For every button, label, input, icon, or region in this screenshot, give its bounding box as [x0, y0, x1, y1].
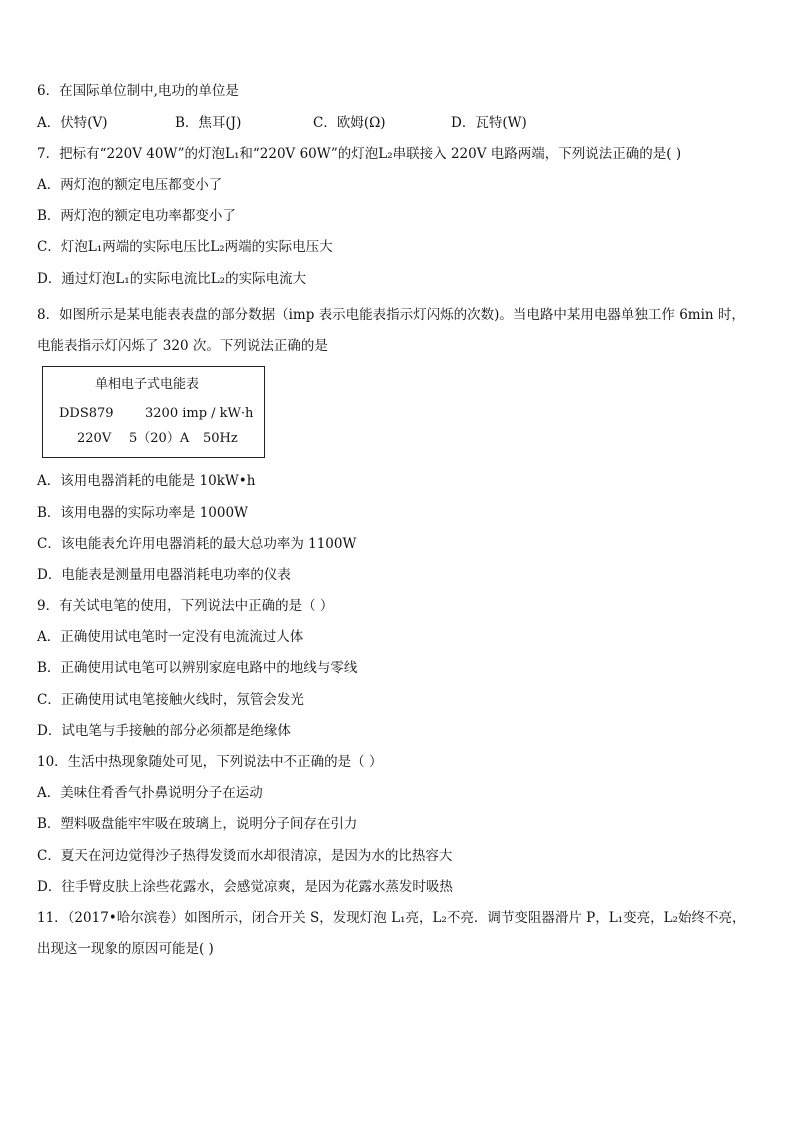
question-7-option-c: C．灯泡L₁两端的实际电压比L₂两端的实际电压大 — [37, 239, 333, 255]
question-10-option-c: C．夏天在河边觉得沙子热得发烫而水却很清凉，是因为水的比热容大 — [37, 848, 453, 864]
question-8-option-c: C．该电能表允许用电器消耗的最大总功率为 1100W — [37, 536, 357, 552]
meter-model: DDS879 — [59, 406, 114, 421]
question-8-option-d: D．电能表是测量用电器消耗电功率的仪表 — [37, 567, 291, 583]
meter-title: 单相电子式电能表 — [95, 377, 200, 392]
question-9-stem: 9．有关试电笔的使用，下列说法中正确的是（ ） — [37, 598, 334, 614]
meter-frequency: 50Hz — [203, 431, 238, 446]
question-6-stem: 6．在国际单位制中,电功的单位是 — [37, 83, 239, 99]
question-9-option-d: D．试电笔与手接触的部分必须都是绝缘体 — [37, 723, 291, 739]
question-9-option-c: C．正确使用试电笔接触火线时，氖管会发光 — [37, 692, 304, 708]
question-10-option-d: D．往手臂皮肤上涂些花露水，会感觉凉爽，是因为花露水蒸发时吸热 — [37, 879, 453, 895]
question-6-option-c: C．欧姆(Ω) — [313, 115, 386, 131]
question-6-option-a: A．伏特(V) — [37, 115, 108, 131]
question-9-option-a: A．正确使用试电笔时一定没有电流流过人体 — [37, 629, 304, 645]
question-11-stem-line-2: 出现这一现象的原因可能是( ) — [37, 941, 214, 957]
question-10-option-a: A．美味住肴香气扑鼻说明分子在运动 — [37, 785, 263, 801]
energy-meter-figure — [42, 366, 265, 458]
question-7-option-d: D．通过灯泡L₁的实际电流比L₂的实际电流大 — [37, 271, 307, 287]
question-7-option-b: B．两灯泡的额定电功率都变小了 — [37, 208, 236, 224]
question-7-stem: 7．把标有“220V 40W”的灯泡L₁和“220V 60W”的灯泡L₂串联接入 220V 电路两端，下列说法正确的是( ) — [37, 146, 682, 162]
question-8-option-b: B．该用电器的实际功率是 1000W — [37, 505, 248, 521]
meter-constant: 3200 imp / kW·h — [145, 406, 254, 421]
question-6-option-d: D．瓦特(W) — [451, 115, 527, 131]
question-6-option-b: B．焦耳(J) — [175, 115, 242, 131]
question-8-option-a: A．该用电器消耗的电能是 10kW•h — [37, 473, 256, 489]
question-10-stem: 10．生活中热现象随处可见，下列说法中不正确的是（ ） — [37, 754, 383, 770]
question-10-option-b: B．塑料吸盘能牢牢吸在玻璃上，说明分子间存在引力 — [37, 816, 358, 832]
question-8-stem-line-1: 8．如图所示是某电能表表盘的部分数据（imp 表示电能表指示灯闪烁的次数)。当电路中某用电器单独工作 6min 时， — [37, 307, 745, 323]
question-11-stem-line-1: 11．（2017•哈尔滨卷）如图所示，闭合开关 S，发现灯泡 L₁亮，L₂不亮．调节变阻器滑片 P，L₁变亮，L₂始终不亮， — [37, 910, 746, 926]
meter-current: 5（20）A — [129, 431, 190, 446]
question-6-options — [37, 113, 757, 133]
meter-voltage: 220V — [77, 431, 112, 446]
question-9-option-b: B．正确使用试电笔可以辨别家庭电路中的地线与零线 — [37, 660, 358, 676]
question-7-option-a: A．两灯泡的额定电压都变小了 — [37, 177, 223, 193]
question-8-stem-line-2: 电能表指示灯闪烁了 320 次。下列说法正确的是 — [37, 338, 328, 354]
